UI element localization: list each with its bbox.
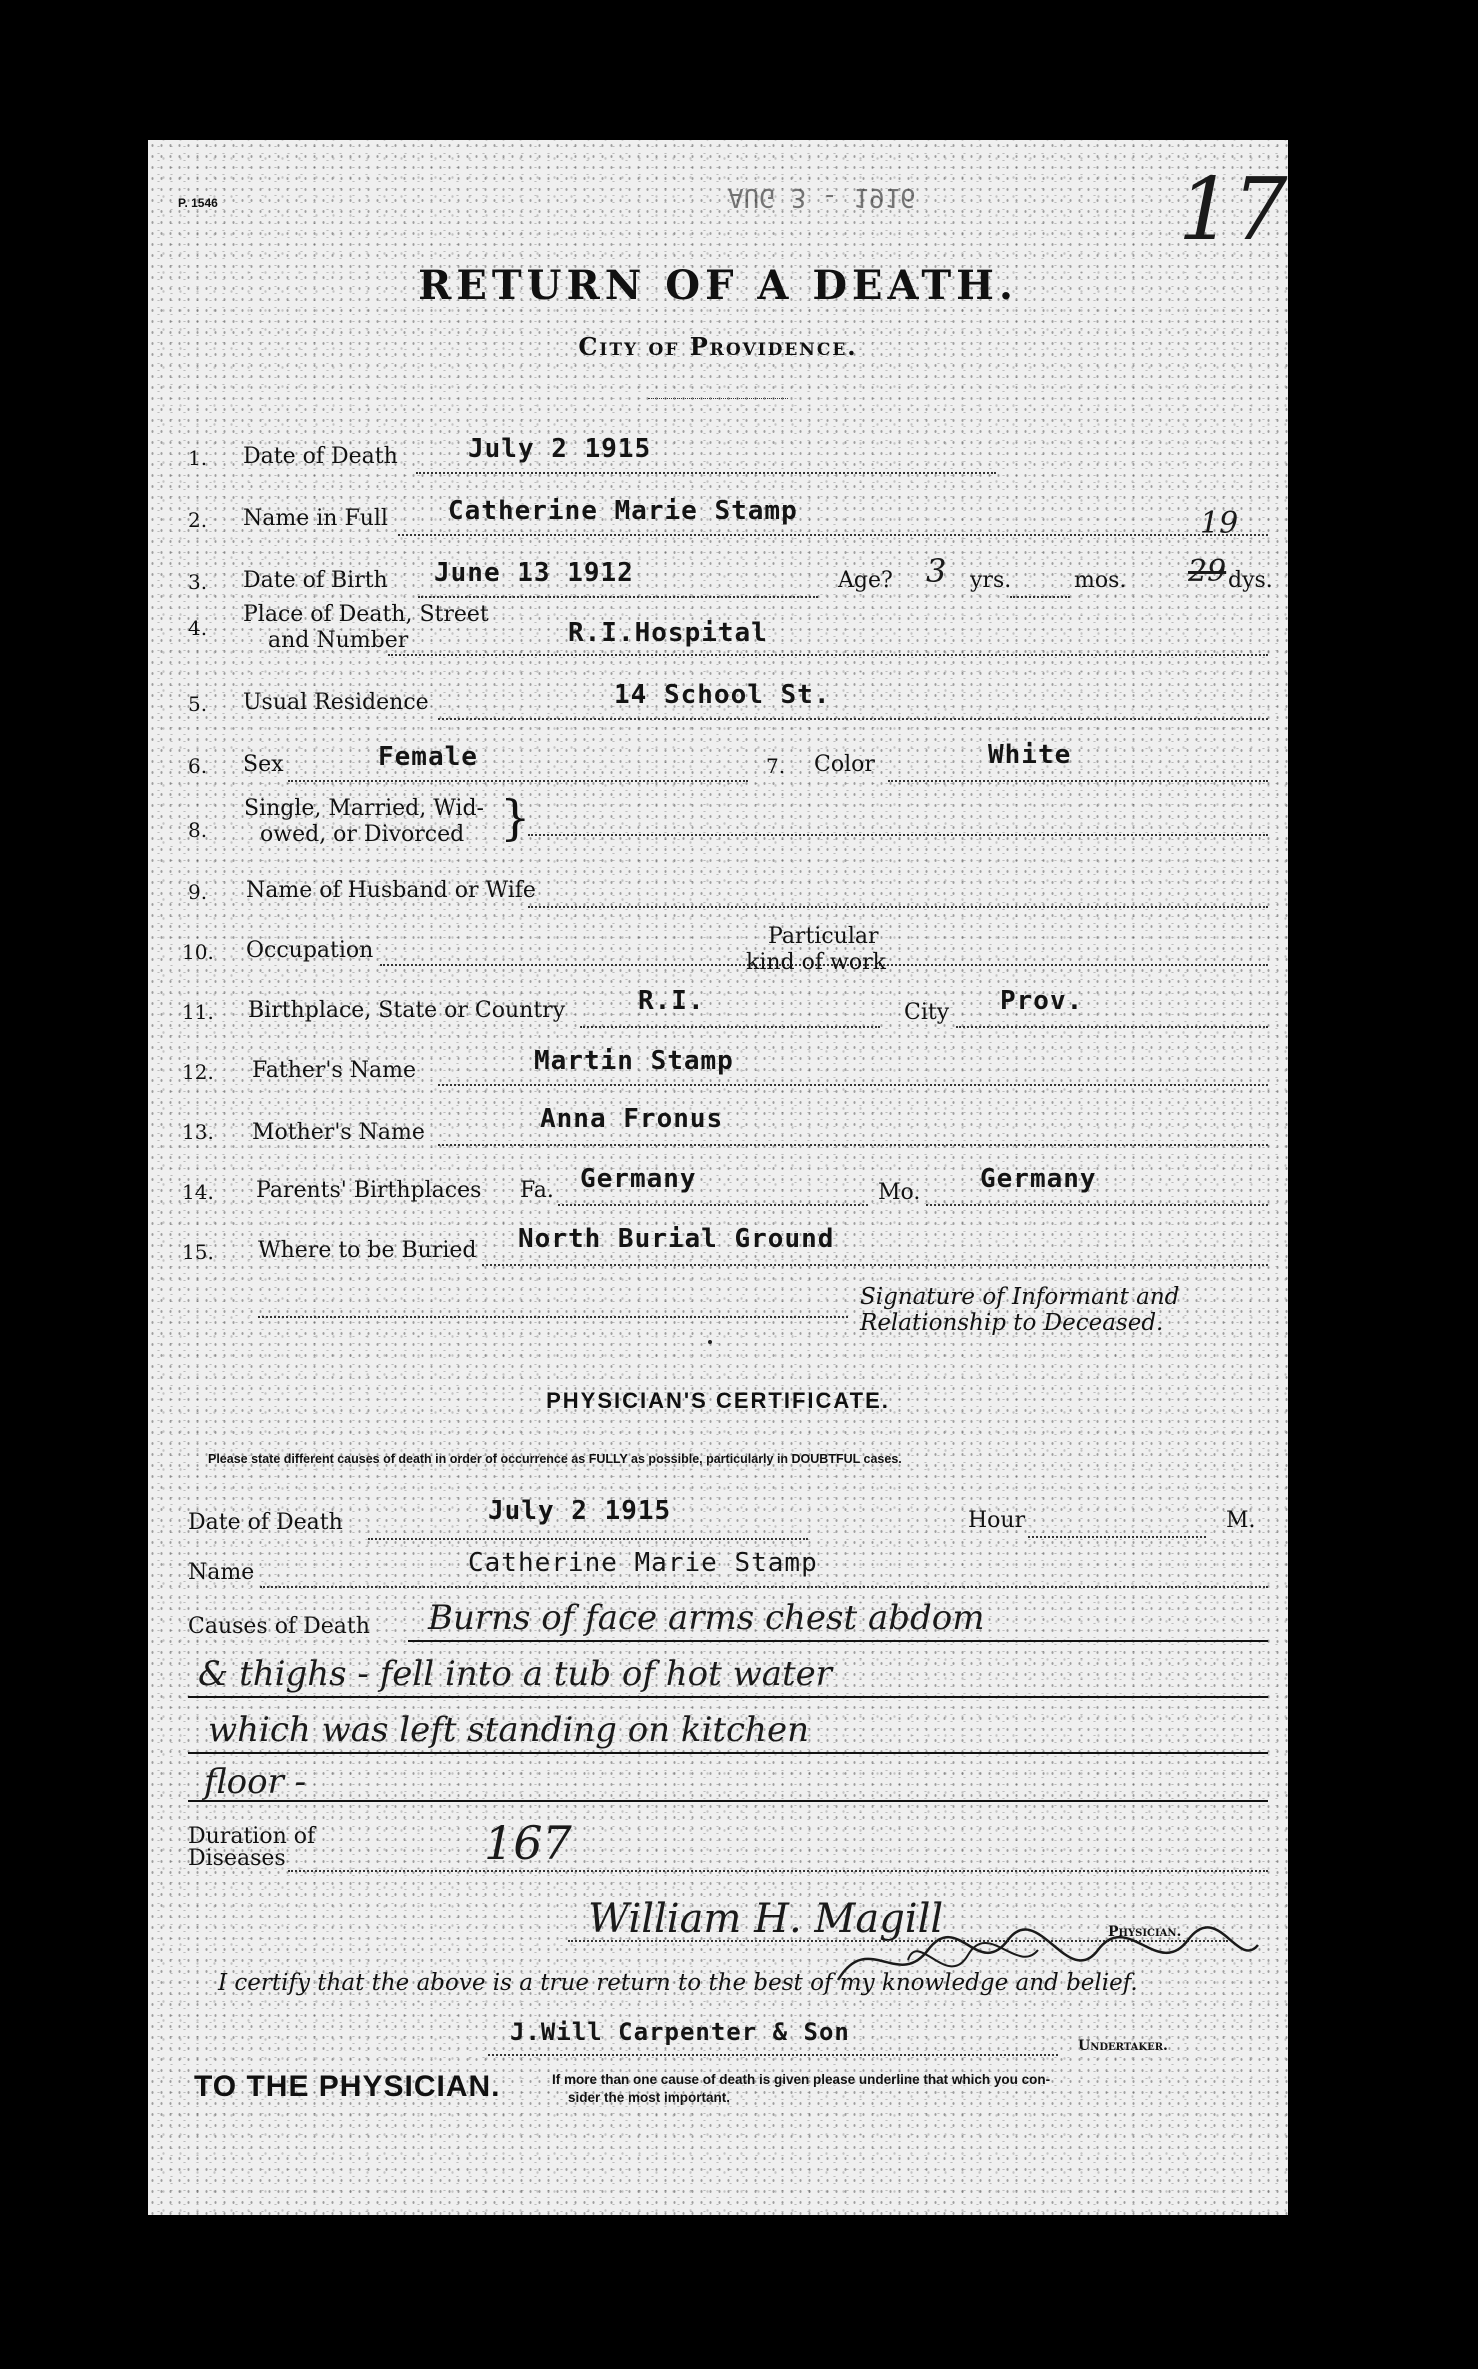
date-of-death-value: July 2 1915 — [468, 434, 652, 464]
city-value: Prov. — [1000, 986, 1084, 1016]
months-label: mos. — [1074, 568, 1127, 593]
father-name-value: Martin Stamp — [534, 1046, 734, 1076]
field-number: 8. — [188, 818, 208, 842]
physician-label: Physician. — [1108, 1924, 1182, 1940]
father-birthplace-value: Germany — [580, 1164, 697, 1194]
mother-name-value: Anna Fronus — [540, 1104, 724, 1134]
date-of-death-label: Date of Death — [243, 444, 398, 469]
burial-place-value: North Burial Ground — [518, 1224, 835, 1254]
days-label: dys. — [1228, 568, 1273, 593]
to-physician-heading: TO THE PHYSICIAN. — [194, 2070, 501, 2103]
field-number: 14. — [182, 1180, 214, 1204]
m-label: M. — [1226, 1508, 1256, 1533]
cert-date-value: July 2 1915 — [488, 1496, 672, 1526]
mother-name-label: Mother's Name — [252, 1120, 425, 1145]
brace: } — [500, 790, 531, 846]
age-label: Age? — [838, 568, 893, 593]
footer-note-1: If more than one cause of death is given please underline that which you con- — [552, 2072, 1051, 2087]
name-in-full-label: Name in Full — [243, 506, 388, 531]
field-number: 11. — [182, 1000, 214, 1024]
field-number: 6. — [188, 754, 208, 778]
age-days-value: 29 — [1188, 554, 1227, 589]
years-label: yrs. — [970, 568, 1012, 593]
field-number: 13. — [182, 1120, 214, 1144]
usual-residence-label: Usual Residence — [243, 690, 429, 715]
date-of-birth-label: Date of Birth — [243, 568, 388, 593]
corner-number: 17 — [1178, 160, 1288, 260]
name-in-full-value: Catherine Marie Stamp — [448, 496, 798, 526]
title-divider — [648, 398, 788, 399]
cause-line-4: floor - — [204, 1762, 307, 1802]
physician-signature: William H. Magill — [588, 1896, 944, 1942]
city-label: City — [904, 1000, 950, 1025]
field-number: 2. — [188, 508, 208, 532]
certificate-heading: PHYSICIAN'S CERTIFICATE. — [546, 1388, 890, 1413]
field-number: 9. — [188, 880, 208, 904]
father-abbrev-label: Fa. — [520, 1178, 554, 1203]
place-of-death-value: R.I.Hospital — [568, 618, 768, 648]
cause-line-1: Burns of face arms chest abdom — [428, 1598, 985, 1638]
sex-label: Sex — [243, 752, 284, 777]
marital-status-label: Single, Married, Wid- — [244, 796, 484, 821]
father-name-label: Father's Name — [252, 1058, 417, 1083]
certify-statement: I certify that the above is a true return to the best of my knowledge and belief. — [218, 1970, 1138, 1996]
usual-residence-value: 14 School St. — [614, 680, 831, 710]
cause-line-2: & thighs - fell into a tub of hot water — [198, 1654, 833, 1694]
date-of-birth-value: June 13 1912 — [434, 558, 634, 588]
place-of-death-label-2: and Number — [268, 628, 409, 653]
kind-of-work-label: kind of work — [746, 950, 886, 975]
undertaker-label: Undertaker. — [1078, 2038, 1168, 2054]
death-certificate-page — [148, 140, 1288, 2215]
field-number: 4. — [188, 616, 208, 640]
certificate-instruction: Please state different causes of death in order of occurrence as FULLY as possible, particularly in DOUBTFUL cases. — [208, 1452, 902, 1466]
color-label: Color — [814, 752, 875, 777]
marital-status-label-2: owed, or Divorced — [260, 822, 465, 847]
causes-label: Causes of Death — [188, 1614, 370, 1639]
birthplace-value: R.I. — [638, 986, 705, 1016]
place-of-death-label: Place of Death, Street — [243, 602, 489, 627]
duration-label-2: Diseases — [188, 1846, 286, 1871]
birthplace-label: Birthplace, State or Country — [248, 998, 566, 1023]
field-number: 12. — [182, 1060, 214, 1084]
mother-abbrev-label: Mo. — [878, 1180, 921, 1205]
undertaker-value: J.Will Carpenter & Son — [510, 2018, 850, 2046]
footer-note-2: sider the most important. — [568, 2090, 731, 2105]
cert-date-label: Date of Death — [188, 1510, 343, 1535]
page-title: RETURN OF A DEATH. — [418, 262, 1018, 309]
field-number: 7. — [766, 754, 786, 778]
color-value: White — [988, 740, 1072, 770]
particular-label: Particular — [768, 924, 879, 949]
field-number: 1. — [188, 446, 208, 470]
page-subtitle: City of Providence. — [578, 332, 858, 361]
spouse-name-label: Name of Husband or Wife — [246, 878, 536, 903]
occupation-label: Occupation — [246, 938, 374, 963]
form-number: P. 1546 — [178, 196, 218, 210]
informant-label-2: Relationship to Deceased. — [860, 1310, 1164, 1336]
age-days-correction: 19 — [1200, 506, 1239, 541]
cert-name-value: Catherine Marie Stamp — [468, 1548, 818, 1578]
burial-place-label: Where to be Buried — [258, 1238, 477, 1263]
cause-line-3: which was left standing on kitchen — [208, 1710, 809, 1750]
field-number: 15. — [182, 1240, 214, 1264]
field-number: 5. — [188, 692, 208, 716]
hour-label: Hour — [968, 1508, 1026, 1533]
duration-label-1: Duration of — [188, 1824, 316, 1849]
field-number: 10. — [182, 940, 214, 964]
field-number: 3. — [188, 570, 208, 594]
age-years-value: 3 — [926, 552, 947, 590]
cert-name-label: Name — [188, 1560, 255, 1585]
informant-label-1: Signature of Informant and — [860, 1284, 1180, 1310]
sex-value: Female — [378, 742, 478, 772]
mother-birthplace-value: Germany — [980, 1164, 1097, 1194]
duration-value: 167 — [484, 1816, 572, 1870]
received-stamp: AUG 3 - 1916 — [728, 182, 916, 212]
parents-birthplaces-label: Parents' Birthplaces — [256, 1178, 482, 1203]
